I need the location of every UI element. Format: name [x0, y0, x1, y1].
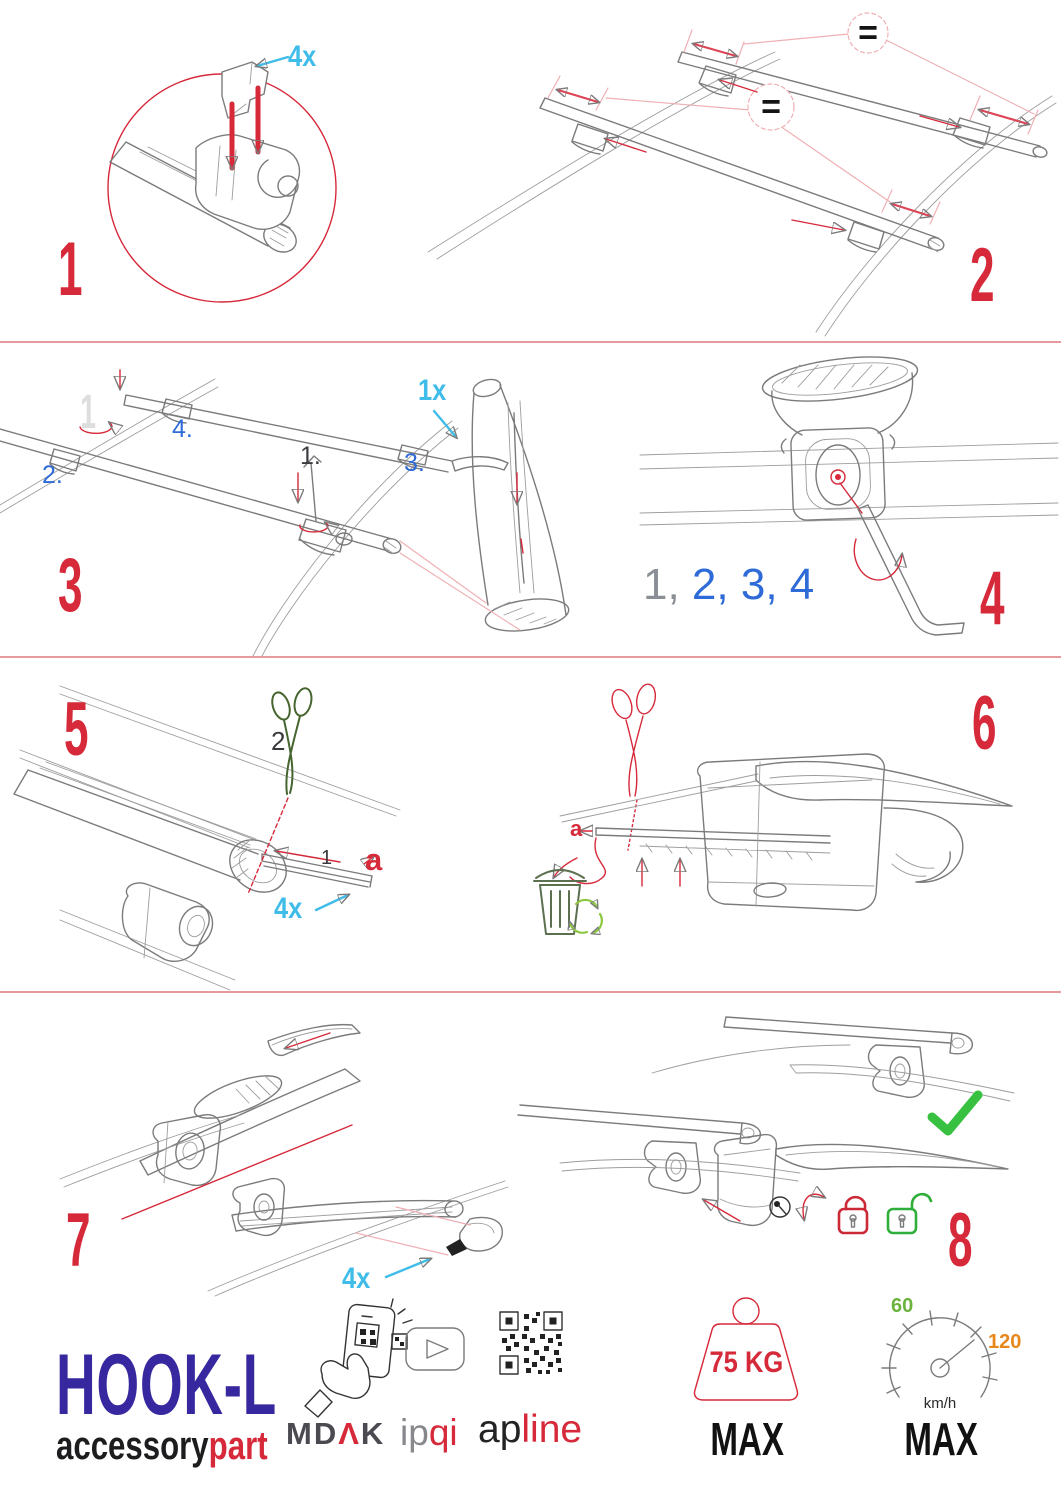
step-5-quantity-label: 4x — [274, 892, 303, 925]
assembled-ok-view — [652, 1017, 1014, 1101]
step-1-quantity-label: 4x — [288, 40, 317, 73]
speed-unit-label: km/h — [923, 1395, 957, 1412]
section-steps-7-8 — [0, 993, 1061, 1308]
row4-illustration — [0, 993, 1061, 1308]
step-3-number: 3 — [58, 543, 82, 628]
step-2-number: 2 — [970, 233, 994, 318]
cut-guide-line — [248, 798, 288, 894]
equal-sign-1: = — [858, 14, 878, 52]
foot-cover-art — [560, 754, 1012, 910]
roof-rail-tube — [640, 443, 1058, 525]
step-5-number: 5 — [64, 687, 88, 772]
step8-lock-art — [518, 1017, 1014, 1233]
step-5-action-1-label: 1 — [321, 847, 333, 869]
logo-apline — [478, 1410, 582, 1449]
step-4-number: 4 — [980, 556, 1004, 641]
foot-clamp — [60, 883, 235, 990]
section-steps-5-6 — [0, 658, 1061, 993]
brand-wordmark — [56, 1426, 268, 1466]
row1-illustration — [0, 0, 1061, 343]
apline-red: line — [521, 1408, 583, 1451]
roof-rail-right — [816, 96, 1056, 336]
speedometer-icon — [882, 1311, 997, 1397]
equal-sign-2: = — [761, 88, 781, 126]
step-8-number: 8 — [948, 1198, 972, 1283]
speed-high-label: 120 — [988, 1331, 1022, 1353]
ipqi-gray: ip — [400, 1412, 429, 1453]
brand-red-part: part — [208, 1424, 268, 1468]
sequence-blue-part: 2, 3, 4 — [679, 560, 815, 609]
end-cap-part — [446, 1217, 502, 1256]
step2-spacing-art — [428, 13, 1056, 336]
footer-branding — [0, 1290, 1061, 1500]
rubber-strip — [262, 854, 372, 887]
allen-key-icon — [858, 505, 964, 635]
step-3-quantity-label: 1x — [418, 374, 447, 407]
order-marker-1: 1. — [300, 442, 321, 470]
weight-max-label: MAX — [710, 1413, 784, 1465]
lock-key-icon — [770, 1197, 790, 1217]
discard-arrow — [554, 858, 577, 877]
rubber-strip — [596, 828, 830, 860]
crossbar-front — [0, 429, 403, 556]
slide-on-arrow — [704, 1200, 740, 1221]
bar-top-view — [60, 1025, 360, 1187]
weight-value: 75 KG — [709, 1346, 783, 1379]
crossbar-rear — [540, 98, 946, 252]
magnify-leader-lines — [400, 541, 520, 630]
youtube-icon — [406, 1328, 464, 1370]
mdak-lambda: Λ — [338, 1416, 361, 1451]
section-steps-3-4 — [0, 343, 1061, 658]
step-5-part-a-label: a — [365, 842, 383, 877]
weight-value-wrap — [696, 1348, 796, 1378]
speed-low-label: 60 — [891, 1295, 914, 1317]
scissors-icon — [608, 682, 658, 796]
foot-top-funnel — [760, 350, 920, 435]
step-7-number: 7 — [66, 1198, 90, 1283]
logo-mdak — [286, 1418, 385, 1449]
clamp-body — [781, 427, 894, 520]
cutoff-curl — [570, 838, 605, 884]
phone-scan-icon — [305, 1299, 412, 1417]
brand-black-part: accessory — [56, 1424, 209, 1468]
measure-marks — [548, 30, 1038, 224]
speed-max-wrap — [890, 1413, 990, 1465]
order-marker-4: 4. — [172, 415, 193, 443]
step6-cut-discard-art — [534, 682, 1012, 934]
step-7-quantity-label: 4x — [342, 1262, 371, 1295]
checkmark-icon — [932, 1095, 978, 1131]
tighten-sequence-label — [643, 560, 815, 609]
step-1-number: 1 — [58, 227, 82, 312]
weight-max-wrap — [696, 1413, 796, 1465]
ghost-first-marker: 1 — [80, 386, 97, 439]
step-6-number: 6 — [972, 681, 996, 766]
order-marker-2: 2. — [42, 461, 63, 489]
qr-code-icon — [500, 1312, 562, 1374]
sequence-gray-part: 1, — [643, 560, 680, 609]
ipqi-red: qi — [428, 1412, 458, 1453]
step-5-action-2-label: 2 — [271, 726, 286, 756]
apline-black: ap — [478, 1408, 522, 1451]
mdak-post: K — [360, 1416, 386, 1451]
product-name: HOOK-L — [56, 1337, 277, 1433]
bar-end-magnified-art — [471, 377, 570, 636]
mdak-pre: MD — [286, 1416, 339, 1451]
crossbar-front — [678, 52, 1048, 159]
row2-illustration — [0, 343, 1061, 658]
speed-max-label: MAX — [904, 1413, 978, 1465]
qty-leader-arrow — [257, 57, 288, 66]
clamp-insert-part — [222, 62, 268, 118]
qty-leader-arrow — [386, 1259, 430, 1277]
padlock-closed-icon — [839, 1197, 867, 1233]
qty-leader-arrow — [316, 895, 348, 910]
turn-key-arrow — [803, 1194, 824, 1219]
logo-ipqi — [400, 1414, 458, 1451]
step7-endcap-art — [60, 1025, 508, 1296]
row3-illustration — [0, 658, 1061, 993]
section-steps-1-2 — [0, 0, 1061, 343]
padlock-open-icon — [888, 1194, 931, 1233]
crossbar-end — [14, 762, 296, 903]
step1-clamp-detail-art — [108, 57, 336, 302]
order-marker-3: 3. — [404, 449, 425, 477]
step-6-part-a-label: a — [570, 816, 583, 841]
